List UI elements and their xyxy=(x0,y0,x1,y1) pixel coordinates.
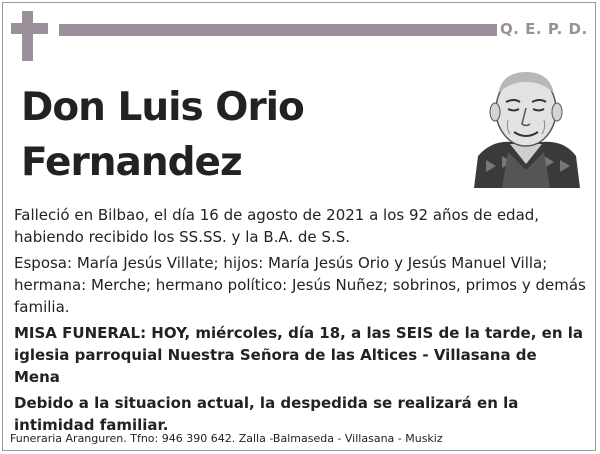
funeral-home-footer: Funeraria Aranguren. Tfno: 946 390 642. Zalla -Balmaseda - Villasana - Muskiz xyxy=(10,432,443,445)
death-announcement: Falleció en Bilbao, el día 16 de agosto de 2021 a los 92 años de edad, habiendo recibido los SS.SS. y la B.A. de S.S. xyxy=(14,206,540,246)
qepd-label: Q. E. P. D. xyxy=(500,20,588,38)
funeral-info: MISA FUNERAL: HOY, miércoles, día 18, a las SEIS de la tarde, en la iglesia parroquial Nuestra Señora de las Altices - Villasana de Mena xyxy=(14,324,583,386)
deceased-name xyxy=(21,80,461,190)
portrait-photo xyxy=(472,60,580,188)
name-line-1: Don Luis Orio xyxy=(21,85,304,130)
family-list: Esposa: María Jesús Villate; hijos: María Jesús Orio y Jesús Manuel Villa; hermana: Merche; hermano político: Jesús Nuñez; sobrinos, primos y demás familia. xyxy=(14,254,586,316)
cross-icon xyxy=(22,11,33,61)
header-bar xyxy=(59,24,497,36)
notice-body xyxy=(14,204,586,440)
name-line-2: Fernandez xyxy=(21,140,242,185)
situation-note: Debido a la situacion actual, la despedida se realizará en la intimidad familiar. xyxy=(14,394,519,434)
cross-icon-bar xyxy=(11,23,48,34)
